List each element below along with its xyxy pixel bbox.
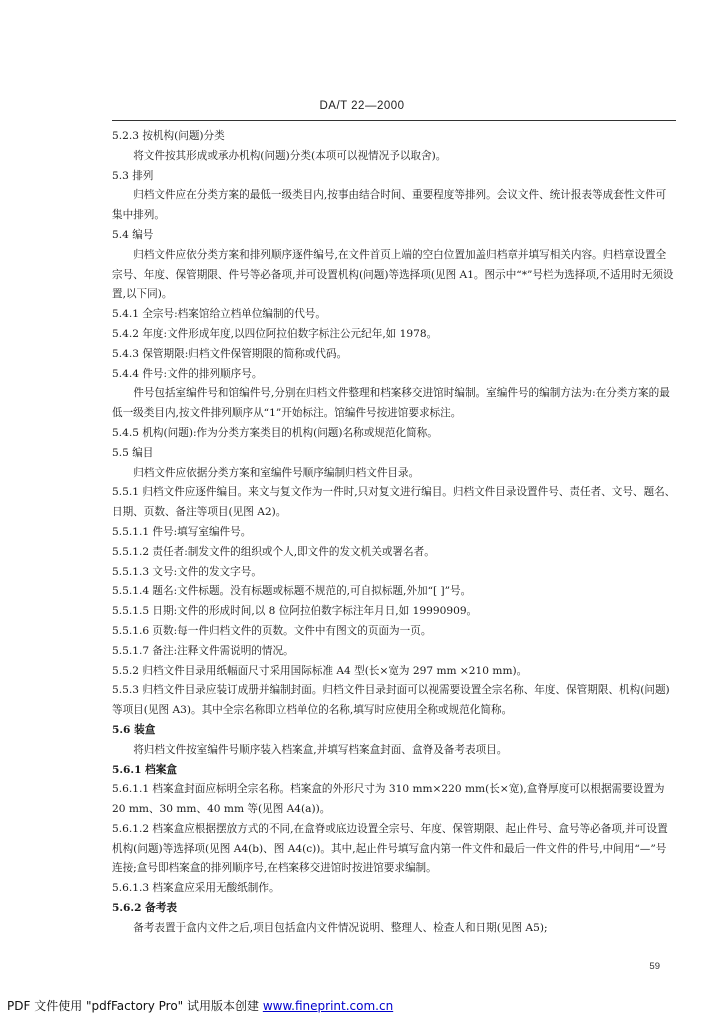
body-paragraph: 5.4.5 机构(问题):作为分类方案类目的机构(问题)名称或规范化简称。 [112,426,438,439]
body-paragraph: 归档文件应依据分类方案和室编件号顺序编制归档文件目录。 [133,466,420,479]
body-paragraph: 5.6.2 备考表 [112,902,177,915]
page-header: DA/T 22—2000 [319,100,405,112]
body-paragraph: 5.6 装盒 [112,723,156,736]
body-paragraph: 5.5.1.1 件号:填写室编件号。 [112,525,252,538]
document-body [112,127,676,939]
body-paragraph: 将文件按其形成或承办机构(问题)分类(本项可以视情况予以取舍)。 [133,149,447,162]
body-paragraph: 5.4.2 年度:文件形成年度,以四位阿拉伯数字标注公元纪年,如 1978。 [112,327,438,340]
body-paragraph: 5.5.1.5 日期:文件的形成时间,以 8 位阿拉伯数字标注年月日,如 19990909。 [112,605,478,618]
body-paragraph: 件号包括室编件号和馆编件号,分别在归档文件整理和档案移交进馆时编制。室编件号的编制方法为:在分类方案的最低一级类目内,按文件排列顺序从“1”开始标注。馆编件号按进馆要求标注。 [112,387,670,420]
page-number: 59 [649,961,660,972]
body-paragraph: 将归档文件按室编件号顺序装入档案盒,并填写档案盒封面、盒脊及备考表项目。 [133,743,508,756]
body-paragraph: 5.6.1.1 档案盒封面应标明全宗名称。档案盒的外形尺寸为 310 mm×220 mm(长×宽),盒脊厚度可以根据需要设置为 20 mm、30 mm、40 mm 等(见图 A4(a))。 [112,783,665,816]
body-paragraph: 5.5.1.2 责任者:制发文件的组织或个人,即文件的发文机关或署名者。 [112,545,435,558]
body-paragraph: 5.4 编号 [112,228,154,241]
body-paragraph: 5.2.3 按机构(问题)分类 [112,130,225,142]
footer-text: PDF 文件使用 "pdfFactory Pro" 试用版本创建 [7,999,263,1013]
body-paragraph: 5.3 排列 [112,169,154,182]
footer-link[interactable]: www.fineprint.com.cn [262,999,394,1013]
header-divider [112,120,676,121]
body-paragraph: 备考表置于盒内文件之后,项目包括盒内文件情况说明、整理人、检查人和日期(见图 A5); [133,921,548,934]
body-paragraph: 5.6.1.3 档案盒应采用无酸纸制作。 [112,882,280,895]
body-paragraph: 5.4.4 件号:文件的排列顺序号。 [112,367,263,380]
body-paragraph: 5.5.1.3 文号:文件的发文字号。 [112,565,262,578]
body-paragraph: 归档文件应在分类方案的最低一级类目内,按事由结合时间、重要程度等排列。会议文件、统计报表等成套性文件可集中排列。 [112,189,667,222]
body-paragraph: 5.4.3 保管期限:归档文件保管期限的简称或代码。 [112,347,348,360]
pdf-footer [7,997,393,1014]
body-paragraph: 5.5.1.6 页数:每一件归档文件的页数。文件中有图文的页面为一页。 [112,624,432,637]
body-paragraph: 归档文件应依分类方案和排列顺序逐件编号,在文件首页上端的空白位置加盖归档章并填写相关内容。归档章设置全宗号、年度、保管期限、件号等必备项,并可设置机构(问题)等选择项(见图 A1。图示中“*”号栏为选择项,不适用时无须设置,以下同)。 [112,248,674,301]
body-paragraph: 5.5.3 归档文件目录应装订成册并编制封面。归档文件目录封面可以视需要设置全宗名称、年度、保管期限、机构(问题)等项目(见图 A3)。其中全宗名称即立档单位的名称,填写时应使用全称或规范化简称。 [112,684,670,717]
body-paragraph: 5.5.1.4 题名:文件标题。没有标题或标题不规范的,可自拟标题,外加“[ ]”号。 [112,585,472,598]
body-paragraph: 5.6.1 档案盒 [112,763,177,776]
body-paragraph: 5.5 编目 [112,446,154,459]
body-paragraph: 5.5.2 归档文件目录用纸幅面尺寸采用国际标准 A4 型(长×宽为 297 mm ×210 mm)。 [112,664,528,677]
body-paragraph: 5.6.1.2 档案盒应根据摆放方式的不同,在盒脊或底边设置全宗号、年度、保管期限、起止件号、盒号等必备项,并可设置机构(问题)等选择项(见图 A4(b)、图 A4(c))。其中,起止件号填写盒内第一件文件和最后一件文件的件号,中间用“—”号连接;盒号即档案盒的排列顺序号,在档案移交进馆时按进馆要求编制。 [112,822,668,875]
body-paragraph: 5.5.1 归档文件应逐件编目。来文与复文作为一件时,只对复文进行编目。归档文件目录设置件号、责任者、文号、题名、日期、页数、备注等项目(见图 A2)。 [112,486,676,519]
body-paragraph: 5.5.1.7 备注:注释文件需说明的情况。 [112,644,294,657]
body-paragraph: 5.4.1 全宗号:档案馆给立档单位编制的代号。 [112,308,326,321]
